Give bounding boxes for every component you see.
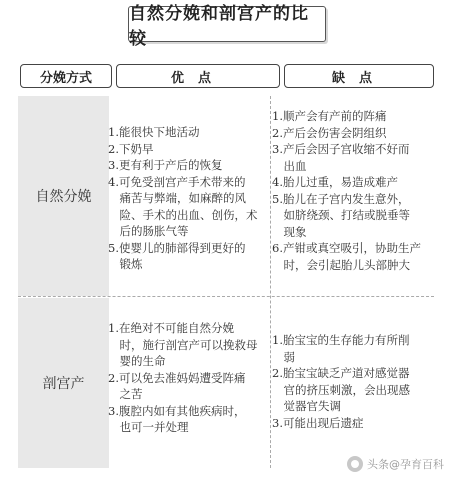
text-line: 4.可免受剖宫产手术带来的 bbox=[108, 174, 246, 189]
text-line: 3.可能出现后遗症 bbox=[272, 415, 364, 430]
text-line: 5.使婴儿的肺部得到更好的 bbox=[108, 240, 246, 255]
text-line: 锻炼 bbox=[108, 257, 143, 271]
text-line: 也可一并处理 bbox=[108, 420, 189, 434]
row-label-natural-birth: 自然分娩 bbox=[18, 96, 109, 296]
text-line: 3.产后会因子宫收缩不好而 bbox=[272, 142, 410, 156]
text-line: 3.更有利于产后的恢复 bbox=[108, 158, 223, 172]
text-line: 4.胎儿过重，易造成难产 bbox=[272, 175, 398, 189]
watermark-text: 头条@孕育百科 bbox=[367, 458, 444, 471]
text-line: 1.胎宝宝的生存能力有所削 bbox=[272, 333, 410, 347]
text-line: 觉器官失调 bbox=[272, 399, 341, 413]
text-line: 2.胎宝宝缺乏产道对感觉器 bbox=[272, 366, 410, 380]
text-line: 现象 bbox=[272, 224, 307, 239]
text-line: 时，施行剖宫产可以挽救母 bbox=[108, 337, 258, 352]
watermark bbox=[347, 454, 444, 474]
column-divider bbox=[270, 96, 271, 468]
text-line: 弱 bbox=[272, 349, 295, 364]
row-label-cesarean: 剖宫产 bbox=[18, 298, 109, 468]
text-line: 后的肠胀气等 bbox=[108, 224, 189, 238]
text-line: 1.在绝对不可能自然分娩 bbox=[108, 321, 234, 335]
page-title: 自然分娩和剖宫产的比较 bbox=[128, 6, 326, 42]
text-line: 1.能很快下地活动 bbox=[108, 125, 200, 139]
natural-birth-pros bbox=[108, 124, 262, 273]
text-line: 2.下奶早 bbox=[108, 141, 154, 156]
comparison-table bbox=[18, 64, 434, 468]
text-line: 如脐绕颈、打结或脱垂等 bbox=[272, 208, 410, 222]
text-line: 5.胎儿在子宫内发生意外， bbox=[272, 191, 410, 206]
header-pros: 优点 bbox=[116, 64, 280, 88]
text-line: 2.可以免去准妈妈遭受阵痛 bbox=[108, 370, 246, 385]
text-line: 2.产后会伤害会阴组织 bbox=[272, 125, 387, 140]
cesarean-cons bbox=[272, 332, 434, 431]
text-line: 6.产钳或真空吸引，协助生产 bbox=[272, 241, 421, 255]
text-line: 出血 bbox=[272, 158, 307, 173]
text-line: 官的挤压刺激，会出现感 bbox=[272, 382, 410, 397]
text-line: 3.腹腔内如有其他疾病时， bbox=[108, 403, 246, 418]
header-method: 分娩方式 bbox=[20, 64, 112, 88]
text-line: 痛苦与弊端，如麻醉的风 bbox=[108, 191, 246, 205]
text-line: 婴的生命 bbox=[108, 354, 166, 368]
text-line: 1.顺产会有产前的阵痛 bbox=[272, 109, 387, 123]
table-body bbox=[18, 96, 434, 468]
header-cons: 缺点 bbox=[284, 64, 434, 88]
cesarean-pros bbox=[108, 320, 262, 436]
text-line: 时，会引起胎儿头部肿大 bbox=[272, 257, 410, 272]
row-divider bbox=[18, 296, 434, 297]
natural-birth-cons bbox=[272, 108, 434, 273]
text-line: 之苦 bbox=[108, 387, 143, 401]
text-line: 险、手术的出血、创伤，术 bbox=[108, 207, 258, 222]
toutiao-logo-icon bbox=[347, 456, 363, 472]
